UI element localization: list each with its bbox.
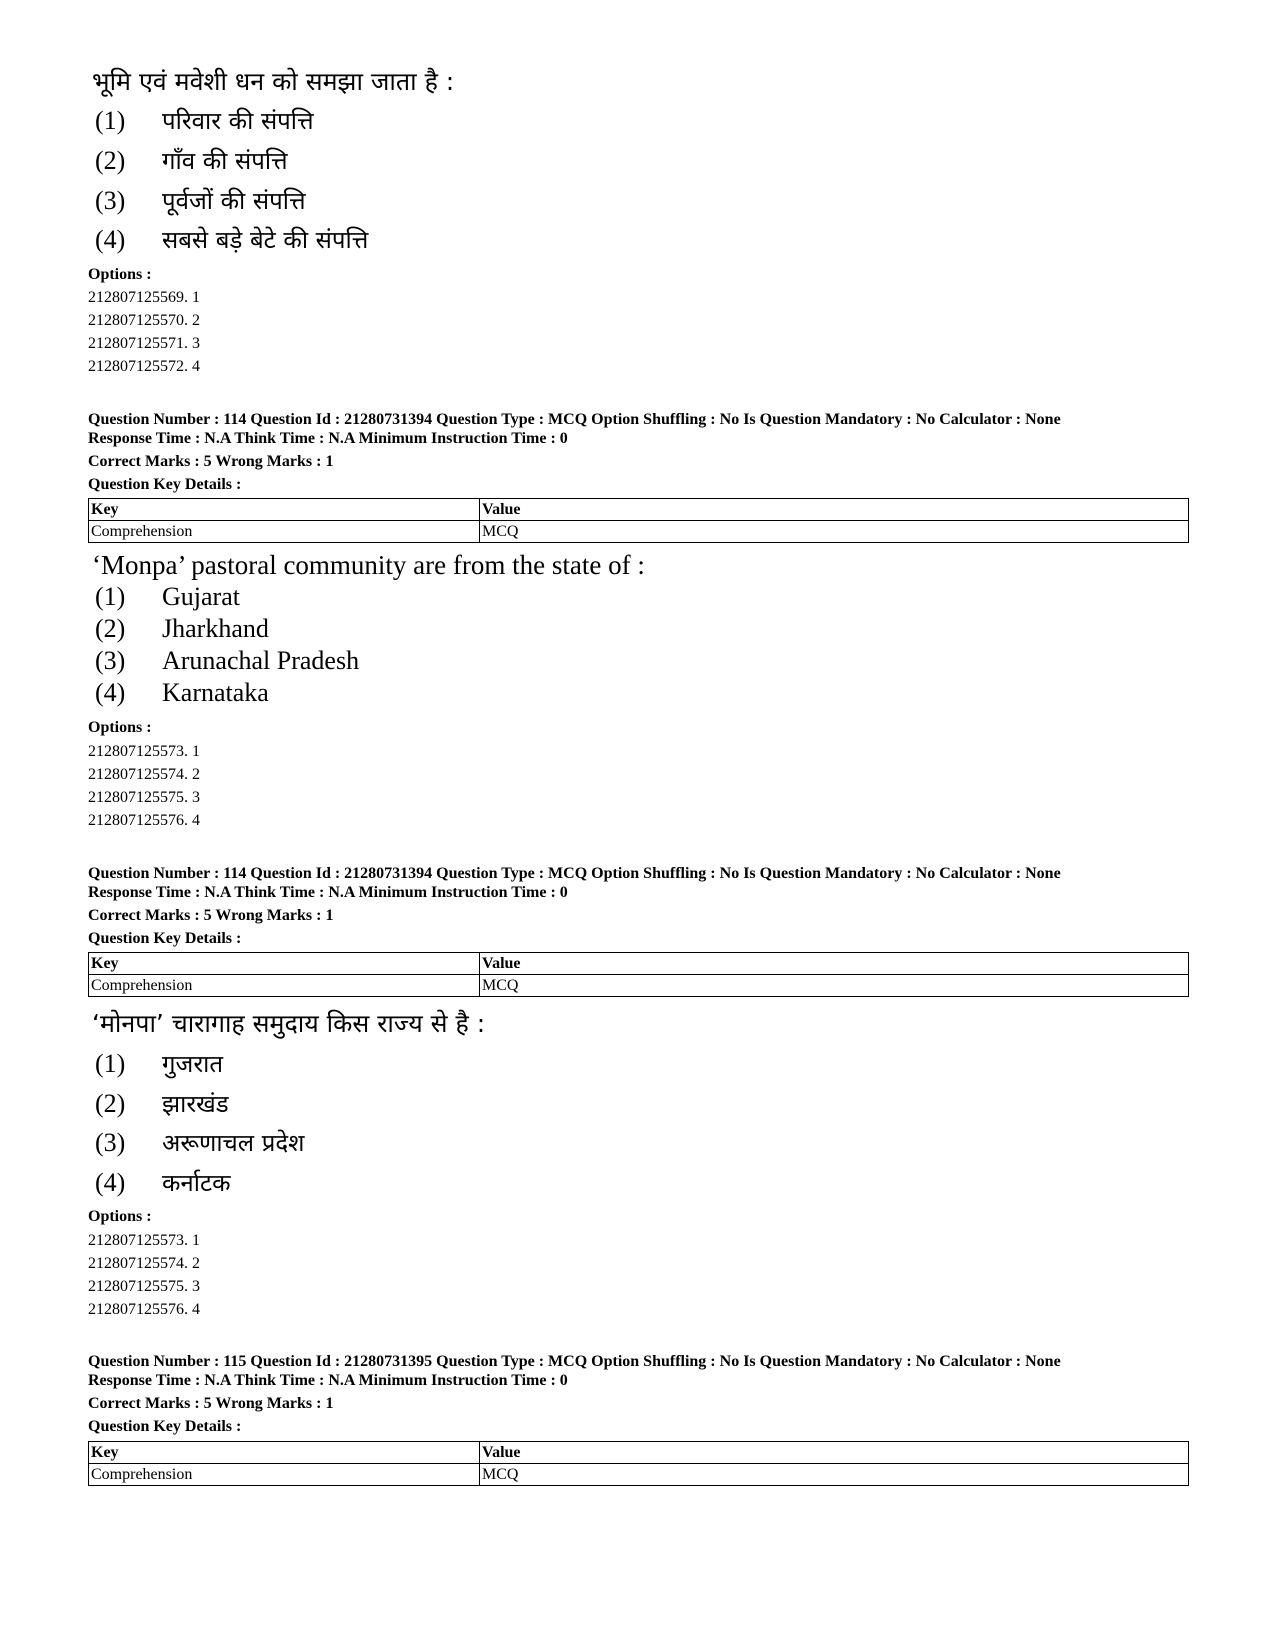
table-header-row xyxy=(89,953,1189,975)
question-stem: ‘Monpa’ pastoral community are from the state of : xyxy=(92,550,645,580)
table-header-row xyxy=(89,1442,1189,1464)
question-stem: ‘मोनपा’ चारागाह समुदाय किस राज्य से है : xyxy=(92,1009,486,1038)
table-row xyxy=(89,1464,1189,1486)
option-id: 212807125575. 3 xyxy=(88,789,200,806)
choice-text: गुजरात xyxy=(162,1050,224,1078)
option-id: 212807125571. 3 xyxy=(88,335,200,352)
choice-item xyxy=(95,580,240,614)
choice-text: Gujarat xyxy=(162,582,240,611)
option-id: 212807125574. 2 xyxy=(88,766,200,783)
option-id: 212807125573. 1 xyxy=(88,1232,200,1249)
option-id: 212807125573. 1 xyxy=(88,743,200,760)
table-header-value: Value xyxy=(480,499,1189,521)
key-details-label: Question Key Details : xyxy=(88,1418,242,1435)
table-cell-key: Comprehension xyxy=(89,521,480,543)
choice-text: Karnataka xyxy=(162,678,269,707)
question-stem: भूमि एवं मवेशी धन को समझा जाता है : xyxy=(92,67,455,96)
question-meta-line: Question Number : 115 Question Id : 21280731395 Question Type : MCQ Option Shuffling : No Is Question Mandatory : No Calculator : None xyxy=(88,1353,1061,1370)
table-cell-key: Comprehension xyxy=(89,1464,480,1486)
option-id: 212807125572. 4 xyxy=(88,358,200,375)
key-details-label: Question Key Details : xyxy=(88,476,242,493)
question-meta-line: Response Time : N.A Think Time : N.A Minimum Instruction Time : 0 xyxy=(88,430,568,447)
table-cell-value: MCQ xyxy=(480,1464,1189,1486)
choice-number: (4) xyxy=(95,1168,126,1197)
choice-item xyxy=(95,1087,229,1121)
choice-text: Jharkhand xyxy=(162,614,269,643)
choice-text: पूर्वजों की संपत्ति xyxy=(162,187,306,215)
choice-number: (1) xyxy=(95,582,126,611)
choice-number: (3) xyxy=(95,1128,126,1157)
choice-text: झारखंड xyxy=(162,1090,229,1118)
choice-item xyxy=(95,223,368,257)
marks-line: Correct Marks : 5 Wrong Marks : 1 xyxy=(88,907,334,924)
choice-number: (4) xyxy=(95,225,126,254)
question-meta-line: Question Number : 114 Question Id : 21280731394 Question Type : MCQ Option Shuffling : No Is Question Mandatory : No Calculator : None xyxy=(88,411,1061,428)
choice-text: Arunachal Pradesh xyxy=(162,646,360,675)
choice-number: (2) xyxy=(95,614,126,643)
table-row xyxy=(89,975,1189,997)
choice-number: (3) xyxy=(95,646,126,675)
key-value-table xyxy=(88,1441,1189,1486)
options-label: Options : xyxy=(88,719,152,736)
option-id: 212807125575. 3 xyxy=(88,1278,200,1295)
key-details-label: Question Key Details : xyxy=(88,930,242,947)
choice-item xyxy=(95,144,288,178)
table-row xyxy=(89,521,1189,543)
table-header-key: Key xyxy=(89,953,480,975)
question-meta-line: Question Number : 114 Question Id : 21280731394 Question Type : MCQ Option Shuffling : No Is Question Mandatory : No Calculator : None xyxy=(88,865,1061,882)
choice-item xyxy=(95,612,269,646)
choice-number: (2) xyxy=(95,1089,126,1118)
option-id: 212807125576. 4 xyxy=(88,1301,200,1318)
choice-text: कर्नाटक xyxy=(162,1169,231,1197)
key-value-table xyxy=(88,498,1189,543)
table-header-row xyxy=(89,499,1189,521)
option-id: 212807125574. 2 xyxy=(88,1255,200,1272)
choice-item xyxy=(95,1166,231,1200)
choice-number: (3) xyxy=(95,186,126,215)
choice-number: (4) xyxy=(95,678,126,707)
table-header-value: Value xyxy=(480,953,1189,975)
choice-item xyxy=(95,104,314,138)
table-cell-value: MCQ xyxy=(480,975,1189,997)
option-id: 212807125576. 4 xyxy=(88,812,200,829)
choice-text: परिवार की संपत्ति xyxy=(162,107,314,135)
choice-number: (1) xyxy=(95,1049,126,1078)
option-id: 212807125569. 1 xyxy=(88,289,200,306)
choice-item xyxy=(95,1126,304,1160)
options-label: Options : xyxy=(88,1208,152,1225)
table-cell-value: MCQ xyxy=(480,521,1189,543)
table-header-key: Key xyxy=(89,499,480,521)
marks-line: Correct Marks : 5 Wrong Marks : 1 xyxy=(88,453,334,470)
table-cell-key: Comprehension xyxy=(89,975,480,997)
table-header-key: Key xyxy=(89,1442,480,1464)
options-label: Options : xyxy=(88,266,152,283)
question-meta-line: Response Time : N.A Think Time : N.A Minimum Instruction Time : 0 xyxy=(88,1372,568,1389)
choice-number: (2) xyxy=(95,146,126,175)
key-value-table xyxy=(88,952,1189,997)
table-header-value: Value xyxy=(480,1442,1189,1464)
choice-text: सबसे बड़े बेटे की संपत्ति xyxy=(162,226,369,254)
choice-text: गाँव की संपत्ति xyxy=(162,147,288,175)
choice-item xyxy=(95,644,359,678)
choice-item xyxy=(95,184,306,218)
question-meta-line: Response Time : N.A Think Time : N.A Minimum Instruction Time : 0 xyxy=(88,884,568,901)
marks-line: Correct Marks : 5 Wrong Marks : 1 xyxy=(88,1395,334,1412)
option-id: 212807125570. 2 xyxy=(88,312,200,329)
choice-number: (1) xyxy=(95,106,126,135)
choice-text: अरूणाचल प्रदेश xyxy=(162,1129,305,1157)
choice-item xyxy=(95,1047,223,1081)
choice-item xyxy=(95,676,269,710)
